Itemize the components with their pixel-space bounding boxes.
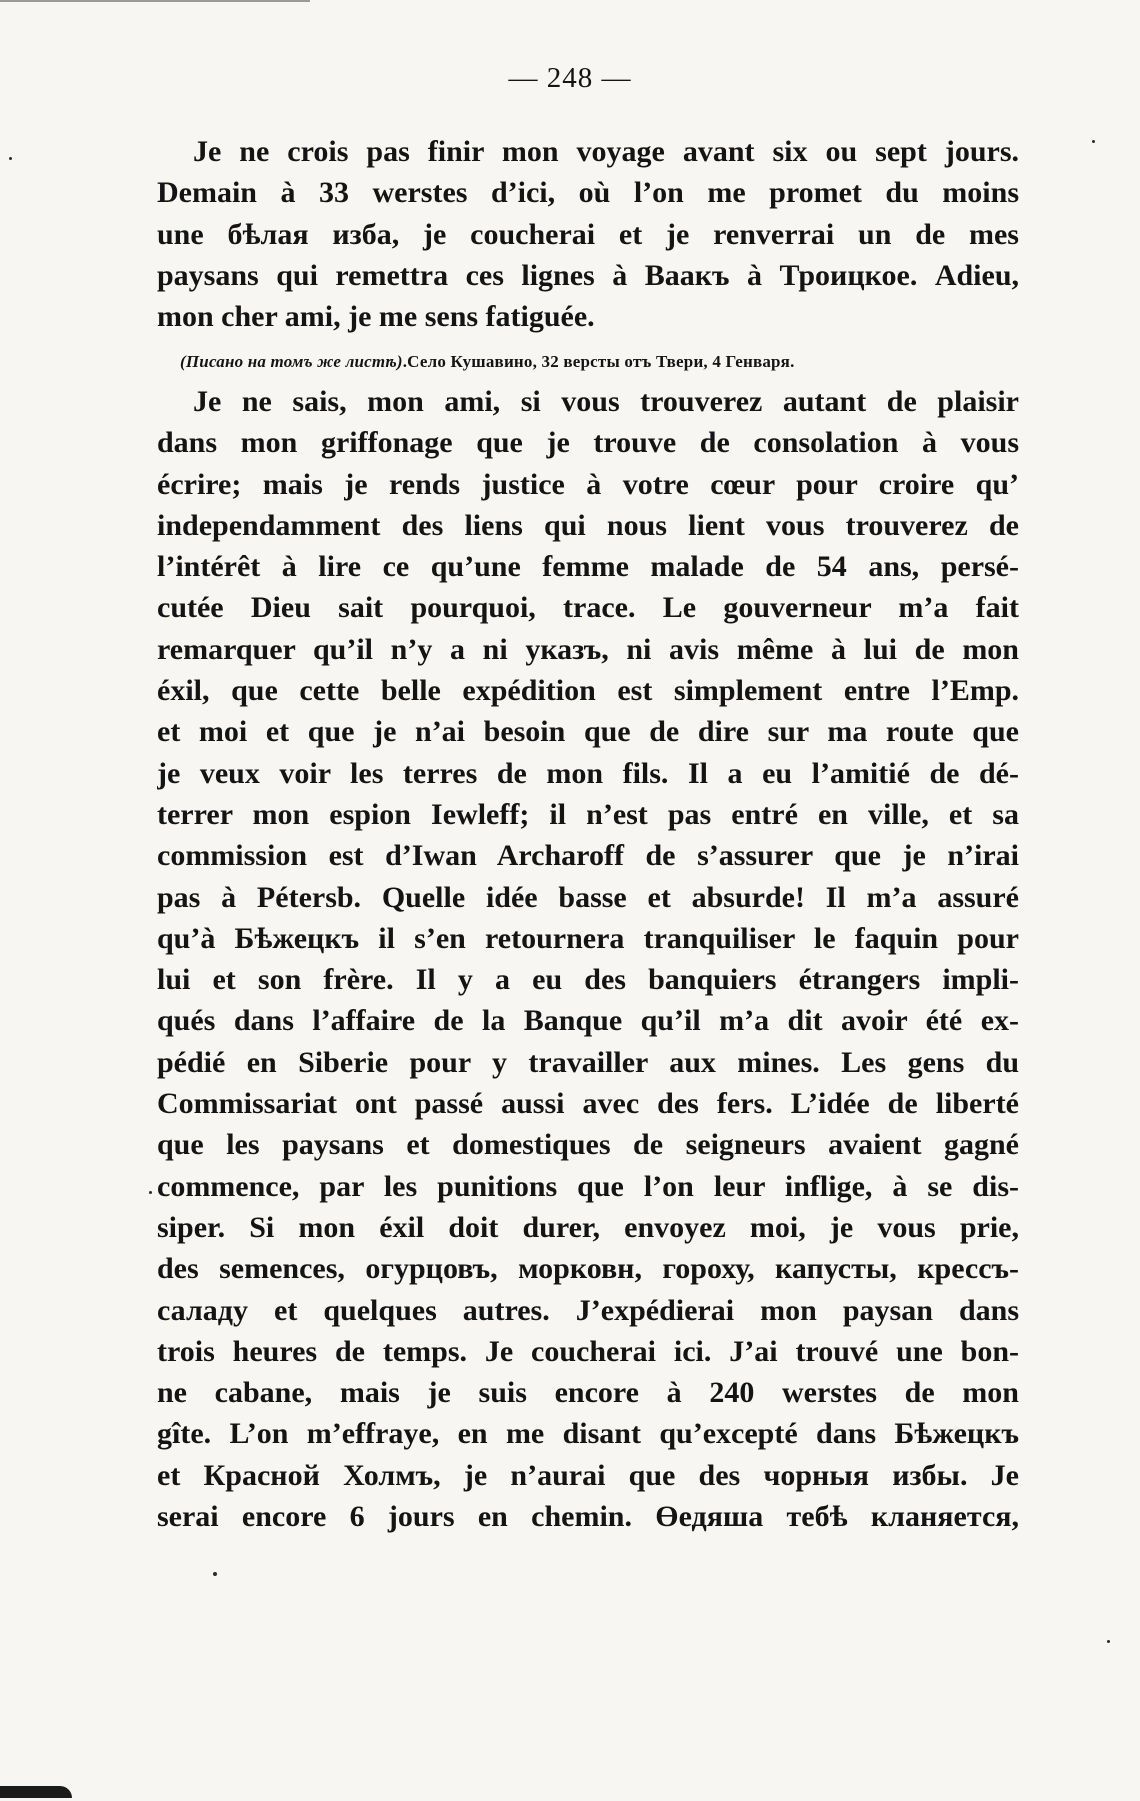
paragraph-1 (157, 131, 1019, 337)
bottom-ink-smudge (0, 1786, 72, 1798)
text-line: саладу et quelques autres. J’expédierai mon paysan dans (157, 1293, 1019, 1327)
text-line: Demain à 33 werstes d’ici, où l’on me promet du moins (157, 176, 1019, 210)
text-line: paysans qui remettra ces lignes à Ваакъ à Троицкое. Adieu, (157, 258, 1019, 292)
print-speck (1092, 140, 1095, 143)
text-line: commence, par les punitions que l’on leur inflige, à se dis- (157, 1169, 1019, 1203)
text-line: qués dans l’affaire de la Banque qu’il m’a dit avoir été ex- (157, 1004, 1019, 1038)
text-line: Je ne sais, mon ami, si vous trouverez autant de plaisir (193, 385, 1019, 418)
text-line: et moi et que je n’ai besoin que de dire sur ma route que (157, 715, 1019, 749)
text-line: je veux voir les terres de mon fils. Il a eu l’amitié de dé- (157, 756, 1019, 790)
page-number: — 248 — (508, 62, 632, 94)
heading-place-date: .Село Кушавино, 32 версты отъ Твери, 4 Генваря. (402, 352, 795, 371)
top-edge-rule (0, 0, 310, 2)
print-speck (9, 157, 12, 160)
text-line: Je ne crois pas finir mon voyage avant six ou sept jours. (193, 135, 1019, 168)
text-line: Commissariat ont passé aussi avec des fers. L’idée de liberté (157, 1087, 1019, 1121)
text-line: cutée Dieu sait pourquoi, trace. Le gouverneur m’a fait (157, 591, 1019, 625)
text-line: pédié en Siberie pour y travailler aux mines. Les gens du (157, 1045, 1019, 1079)
text-line: et Красной Холмъ, je n’aurai que des чорныя избы. Je (157, 1458, 1019, 1492)
text-line: mon cher ami, je me sens fatiguée. (157, 300, 595, 334)
text-line: serai encore 6 jours en chemin. Өедяша тебѣ кланяется, (157, 1500, 1019, 1534)
text-line: commission est d’Iwan Archaroff de s’assurer que je n’irai (157, 839, 1019, 873)
text-line: trois heures de temps. Je coucherai ici. J’ai trouvé une bon- (157, 1334, 1019, 1368)
text-line: remarquer qu’il n’y a ni указъ, ni avis même à lui de mon (157, 632, 1019, 666)
text-line: dans mon griffonage que je trouve de consolation à vous (157, 426, 1019, 460)
text-line: une бѣлая изба, je coucherai et je renverrai un de mes (157, 217, 1019, 251)
paragraph-2 (157, 381, 1019, 1537)
text-line: terrer mon espion Iewleff; il n’est pas entré en ville, et sa (157, 797, 1019, 831)
text-line: des semences, огурцовъ, морковн, гороху, капусты, крессъ- (157, 1252, 1019, 1286)
text-line: ne cabane, mais je suis encore à 240 werstes de mon (157, 1376, 1019, 1410)
text-line: independamment des liens qui nous lient vous trouverez de (157, 508, 1019, 542)
text-line: éxil, que cette belle expédition est simplement entre l’Emp. (157, 674, 1019, 708)
text-line: lui et son frère. Il y a eu des banquiers étrangers impli- (157, 963, 1019, 997)
text-line: écrire; mais je rends justice à votre cœur pour croire qu’ (157, 467, 1019, 501)
print-speck (1107, 1640, 1110, 1643)
letter-heading (180, 352, 1020, 372)
print-speck (213, 1572, 217, 1576)
heading-note: (Писано на томъ же листѣ) (180, 352, 403, 371)
text-line: pas à Pétersb. Quelle idée basse et absurde! Il m’a assuré (157, 880, 1019, 914)
text-line: gîte. L’on m’effraye, en me disant qu’excepté dans Бѣжецкъ (157, 1417, 1019, 1451)
print-speck (149, 1191, 152, 1194)
text-line: que les paysans et domestiques de seigneurs avaient gagné (157, 1128, 1019, 1162)
text-line: siper. Si mon éxil doit durer, envoyez moi, je vous prie, (157, 1210, 1019, 1244)
text-line: qu’à Бѣжецкъ il s’en retournera tranquiliser le faquin pour (157, 921, 1019, 955)
text-line: l’intérêt à lire ce qu’une femme malade de 54 ans, persé- (157, 550, 1019, 584)
